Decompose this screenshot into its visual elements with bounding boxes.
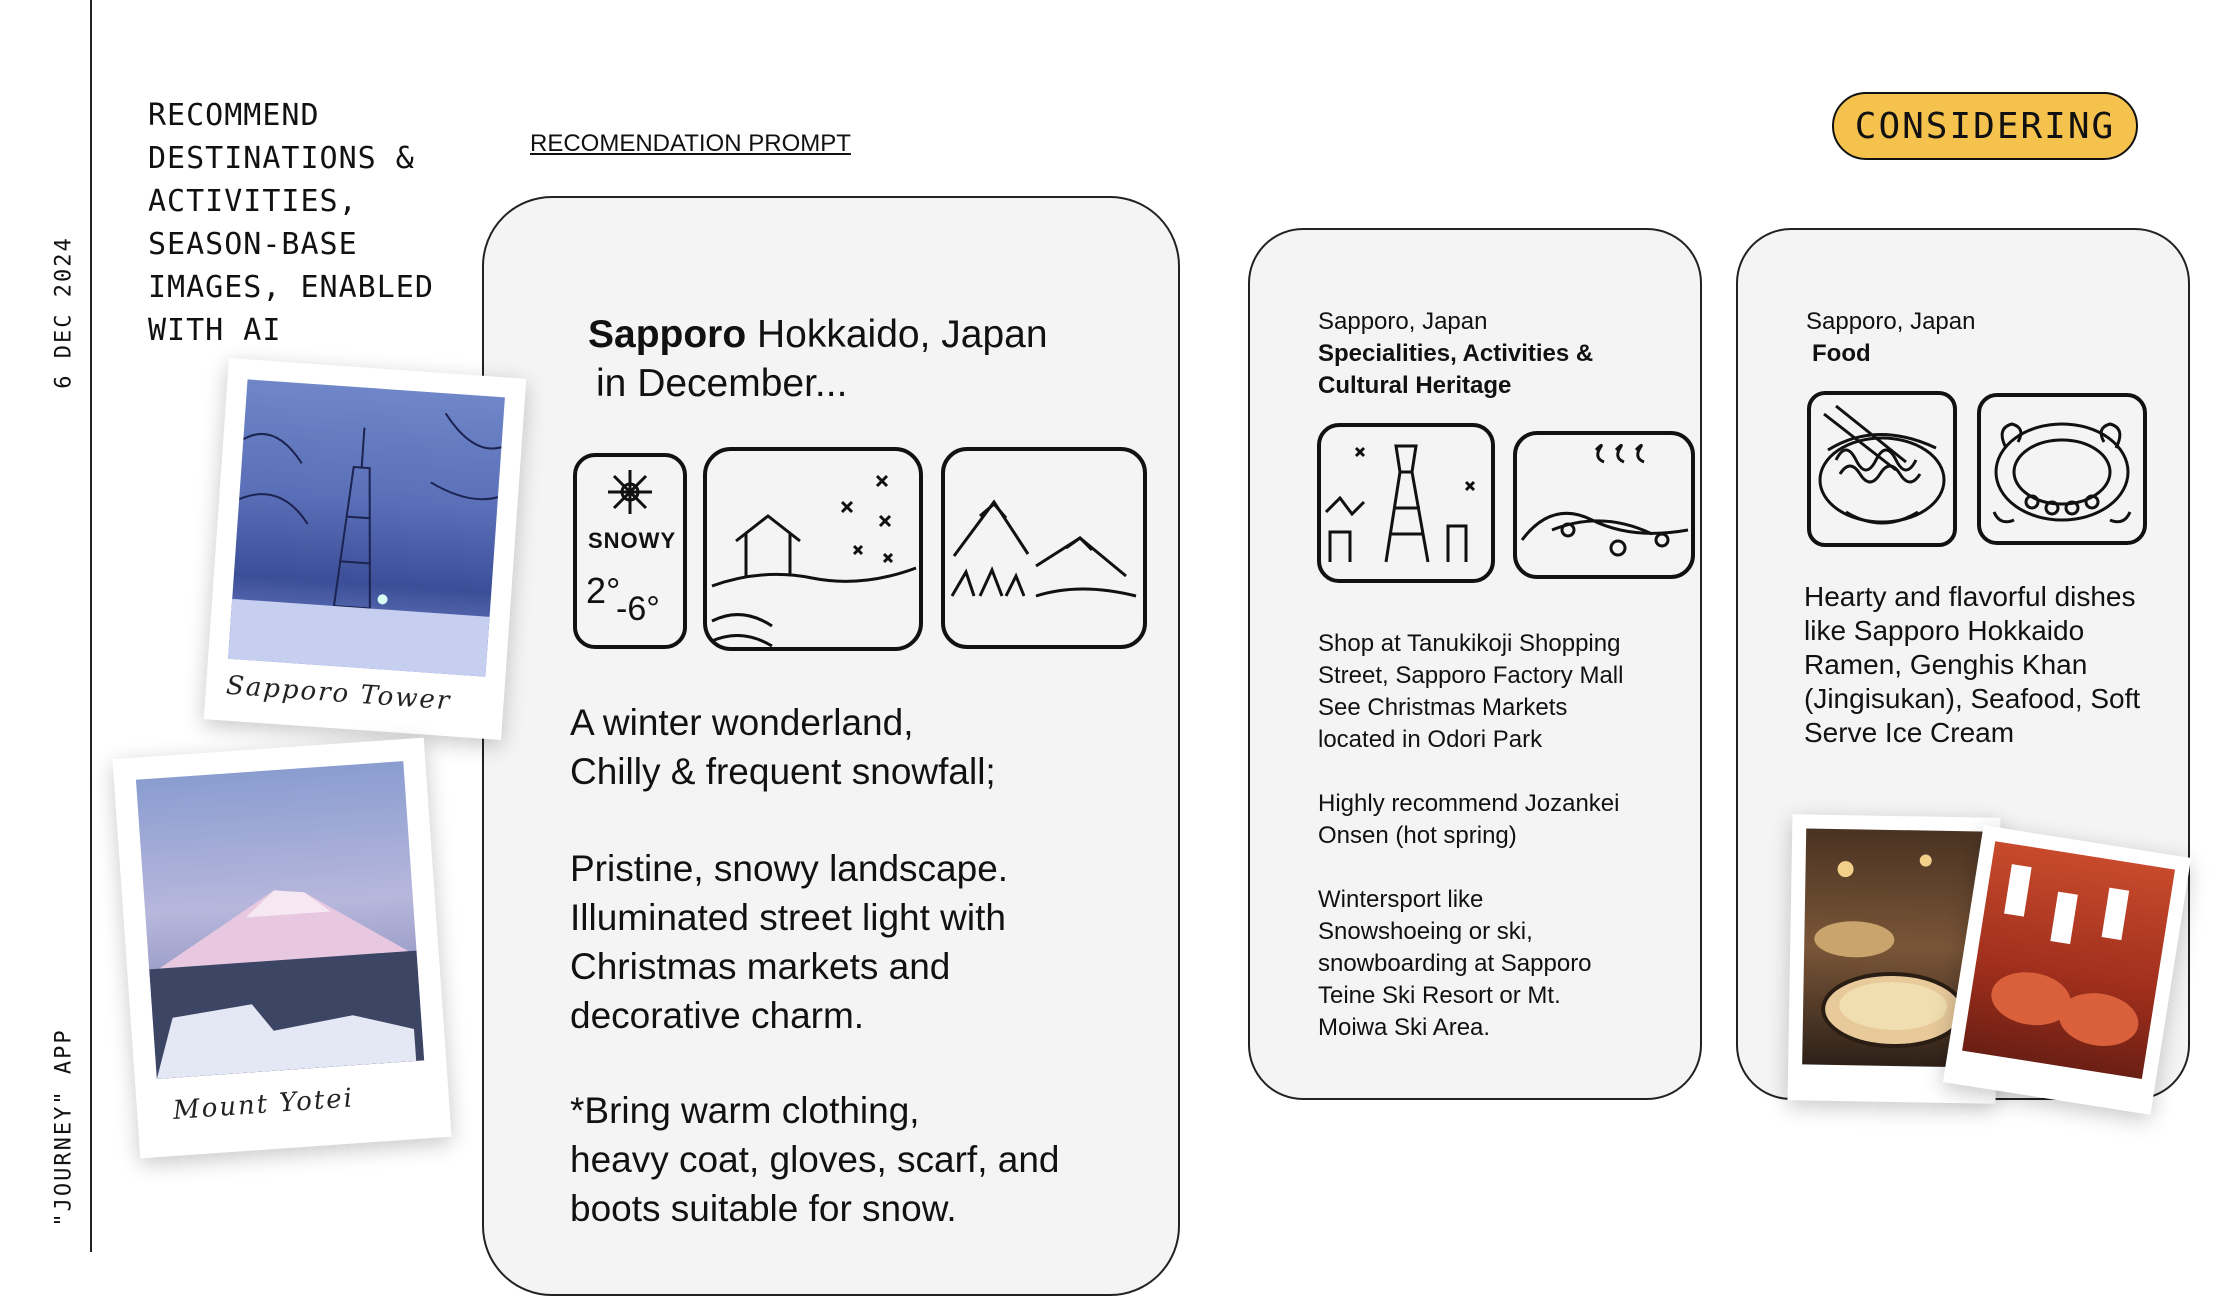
activities-card[interactable] bbox=[1248, 228, 1702, 1100]
activities-location: Sapporo, Japan bbox=[1318, 308, 1488, 335]
temp-low: -6° bbox=[616, 590, 660, 628]
tower-sketch bbox=[1316, 422, 1496, 584]
cabin-sketch bbox=[702, 446, 924, 652]
weather-label: SNOWY bbox=[588, 528, 677, 553]
activities-shopping: Shop at Tanukikoji Shopping Street, Sapporo Factory Mall See Christmas Markets located in Odori Park bbox=[1318, 630, 1624, 753]
crab-icon bbox=[1976, 392, 2148, 546]
destination-title bbox=[588, 310, 1148, 408]
recommendation-card bbox=[482, 196, 1180, 1296]
sapporo-tower-image bbox=[228, 379, 505, 676]
food-category: Food bbox=[1812, 340, 1871, 367]
packing-note: *Bring warm clothing, heavy coat, gloves, scarf, and boots suitable for snow. bbox=[570, 1090, 1060, 1229]
tower-caption: Sapporo Tower bbox=[225, 670, 453, 717]
onsen-sketch bbox=[1512, 430, 1696, 580]
activities-onsen: Highly recommend Jozankei Onsen (hot spring) bbox=[1318, 790, 1620, 849]
weather-description: A winter wonderland, Chilly & frequent snowfall; bbox=[570, 702, 996, 792]
scenery-details: Pristine, snowy landscape. Illuminated street light with Christmas markets and decorative charm. bbox=[570, 848, 1009, 1036]
app-name-label: "JOURNEY" APP bbox=[51, 1028, 77, 1227]
destination-city: Sapporo bbox=[588, 313, 747, 356]
activities-wintersport: Wintersport like Snowshoeing or ski, snowboarding at Sapporo Teine Ski Resort or Mt. Moiwa Ski Area. bbox=[1318, 886, 1592, 1041]
destination-season: in December... bbox=[596, 362, 848, 405]
mountain-caption: Mount Yotei bbox=[172, 1083, 355, 1126]
photo-seafood[interactable] bbox=[1943, 825, 2191, 1115]
food-description: Hearty and flavorful dishes like Sapporo Hokkaido Ramen, Genghis Khan (Jingisukan), Seafood, Soft Serve Ice Cream bbox=[1804, 581, 2141, 748]
weather-sketch bbox=[572, 452, 688, 650]
sidebar-divider bbox=[90, 0, 92, 1252]
photo-mount-yotei[interactable] bbox=[112, 738, 451, 1159]
mountains-sketch bbox=[940, 446, 1148, 650]
photo-sapporo-tower[interactable] bbox=[204, 358, 527, 740]
mountains-icon bbox=[940, 446, 1148, 650]
ramen-icon bbox=[1806, 390, 1958, 548]
mount-yotei-image bbox=[136, 761, 424, 1079]
food-location: Sapporo, Japan bbox=[1806, 308, 1976, 335]
crab-sketch bbox=[1976, 392, 2148, 546]
seafood-image bbox=[1962, 841, 2175, 1079]
temp-high: 2° bbox=[586, 570, 621, 611]
ramen-sketch bbox=[1806, 390, 1958, 548]
onsen-icon bbox=[1512, 430, 1696, 580]
snowflake-icon bbox=[608, 470, 652, 514]
cabin-icon bbox=[702, 446, 924, 652]
date-label: 6 DEC 2024 bbox=[51, 236, 77, 389]
tower-icon bbox=[1316, 422, 1496, 584]
recommendation-prompt-link[interactable]: RECOMENDATION PROMPT bbox=[530, 130, 851, 157]
status-badge[interactable]: CONSIDERING bbox=[1832, 92, 2138, 160]
activities-category: Specialities, Activities & Cultural Heritage bbox=[1318, 340, 1594, 399]
destination-region: Hokkaido, Japan bbox=[757, 313, 1048, 356]
headline: RECOMMEND DESTINATIONS & ACTIVITIES, SEASON-BASE IMAGES, ENABLED WITH AI bbox=[148, 98, 434, 348]
